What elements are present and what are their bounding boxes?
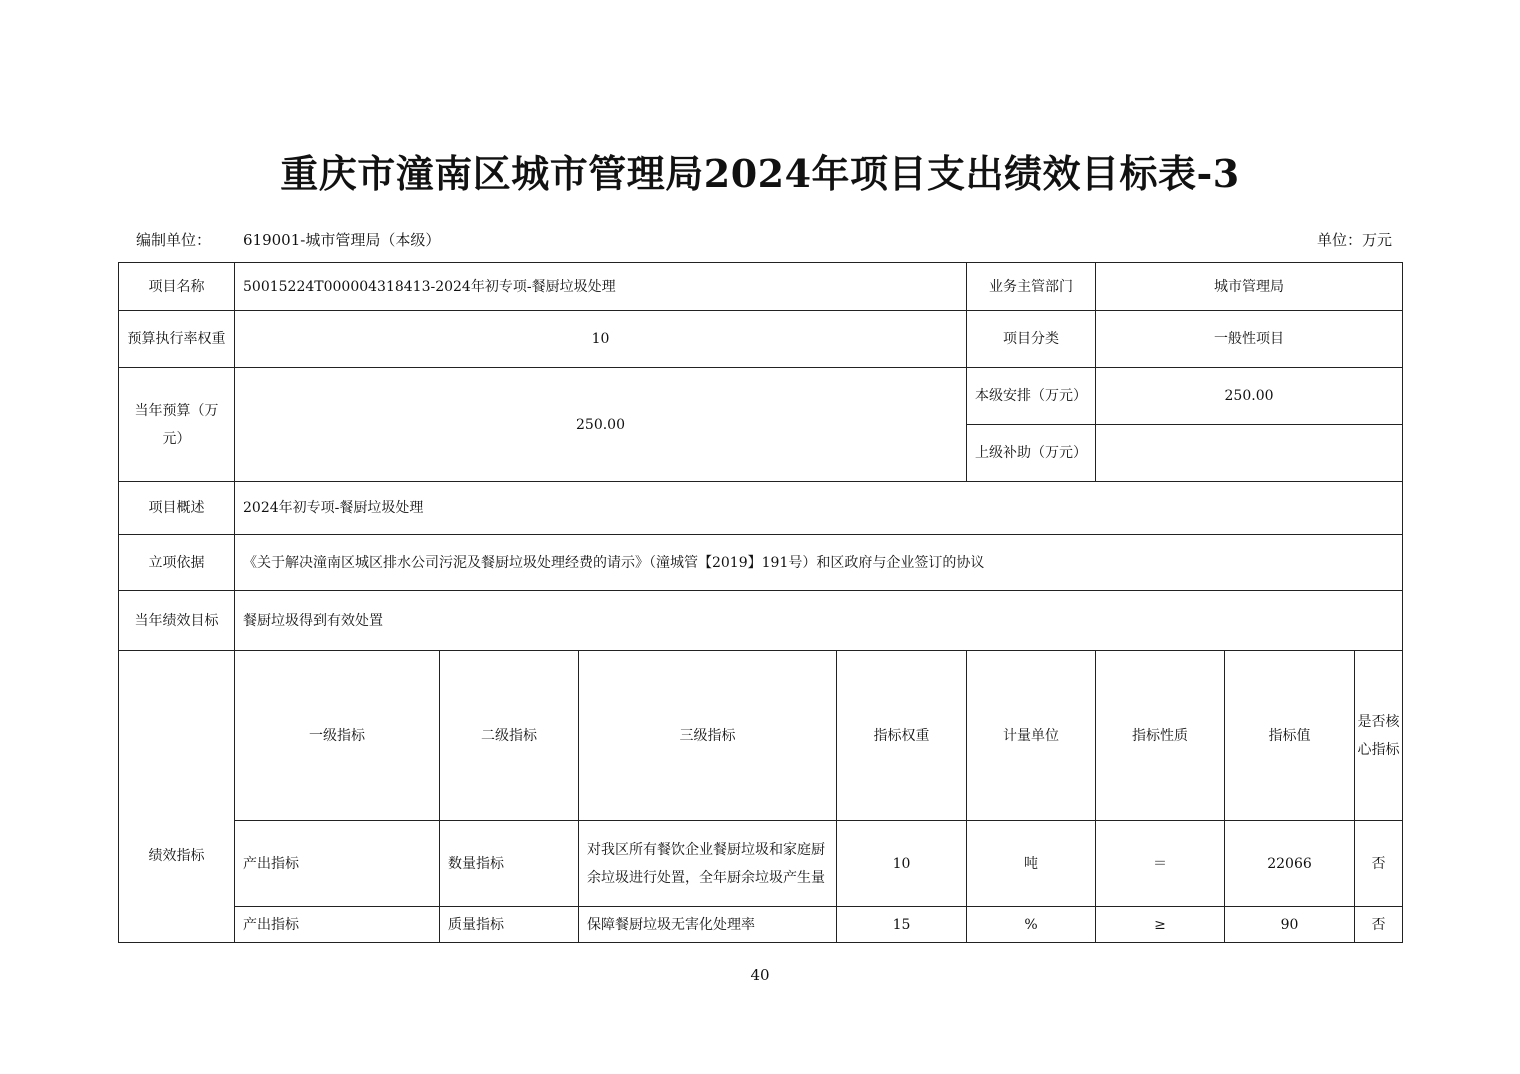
goal-label: 当年绩效目标 bbox=[119, 591, 235, 651]
local-value: 250.00 bbox=[1096, 368, 1403, 425]
row-nature: ≥ bbox=[1096, 907, 1225, 943]
header-level1: 一级指标 bbox=[235, 651, 440, 821]
compiler-value: 619001-城市管理局（本级） bbox=[243, 231, 441, 249]
upper-label: 上级补助（万元） bbox=[967, 425, 1096, 482]
basis-value: 《关于解决潼南区城区排水公司污泥及餐厨垃圾处理经费的请示》（潼城管【2019】191号）和区政府与企业签订的协议 bbox=[235, 535, 1403, 591]
category-label: 项目分类 bbox=[967, 311, 1096, 368]
upper-value bbox=[1096, 425, 1403, 482]
row-level2: 质量指标 bbox=[440, 907, 579, 943]
goal-value: 餐厨垃圾得到有效处置 bbox=[235, 591, 1403, 651]
project-name-value: 50015224T000004318413-2024年初专项-餐厨垃圾处理 bbox=[235, 263, 967, 311]
table-row bbox=[119, 907, 1403, 943]
row-unit: % bbox=[967, 907, 1096, 943]
currency-unit: 单位：万元 bbox=[1316, 231, 1392, 249]
exec-weight-value: 10 bbox=[235, 311, 967, 368]
row-level1: 产出指标 bbox=[235, 821, 440, 907]
indicators-label: 绩效指标 bbox=[119, 651, 235, 943]
row-level3: 对我区所有餐饮企业餐厨垃圾和家庭厨余垃圾进行处置，全年厨余垃圾产生量 bbox=[579, 821, 837, 907]
header-level3: 三级指标 bbox=[579, 651, 837, 821]
header-level2: 二级指标 bbox=[440, 651, 579, 821]
row-level3: 保障餐厨垃圾无害化处理率 bbox=[579, 907, 837, 943]
row-value: 22066 bbox=[1225, 821, 1355, 907]
compiler-label: 编制单位： bbox=[136, 231, 212, 249]
overview-value: 2024年初专项-餐厨垃圾处理 bbox=[235, 482, 1403, 535]
header-unit: 计量单位 bbox=[967, 651, 1096, 821]
page-title: 重庆市潼南区城市管理局2024年项目支出绩效目标表-3 bbox=[280, 151, 1240, 196]
row-weight: 15 bbox=[837, 907, 967, 943]
row-weight: 10 bbox=[837, 821, 967, 907]
page-number: 40 bbox=[750, 966, 770, 984]
row-core: 否 bbox=[1355, 821, 1403, 907]
dept-value: 城市管理局 bbox=[1096, 263, 1403, 311]
table-row bbox=[119, 821, 1403, 907]
category-value: 一般性项目 bbox=[1096, 311, 1403, 368]
header-core: 是否核心指标 bbox=[1355, 651, 1403, 821]
header-nature: 指标性质 bbox=[1096, 651, 1225, 821]
exec-weight-label: 预算执行率权重 bbox=[119, 311, 235, 368]
local-label: 本级安排（万元） bbox=[967, 368, 1096, 425]
overview-label: 项目概述 bbox=[119, 482, 235, 535]
row-value: 90 bbox=[1225, 907, 1355, 943]
dept-label: 业务主管部门 bbox=[967, 263, 1096, 311]
row-level1: 产出指标 bbox=[235, 907, 440, 943]
budget-value: 250.00 bbox=[235, 368, 967, 482]
budget-label: 当年预算（万元） bbox=[119, 368, 235, 482]
row-nature: ＝ bbox=[1096, 821, 1225, 907]
project-name-label: 项目名称 bbox=[119, 263, 235, 311]
basis-label: 立项依据 bbox=[119, 535, 235, 591]
row-core: 否 bbox=[1355, 907, 1403, 943]
row-level2: 数量指标 bbox=[440, 821, 579, 907]
performance-table bbox=[118, 262, 1403, 943]
header-value: 指标值 bbox=[1225, 651, 1355, 821]
header-weight: 指标权重 bbox=[837, 651, 967, 821]
row-unit: 吨 bbox=[967, 821, 1096, 907]
